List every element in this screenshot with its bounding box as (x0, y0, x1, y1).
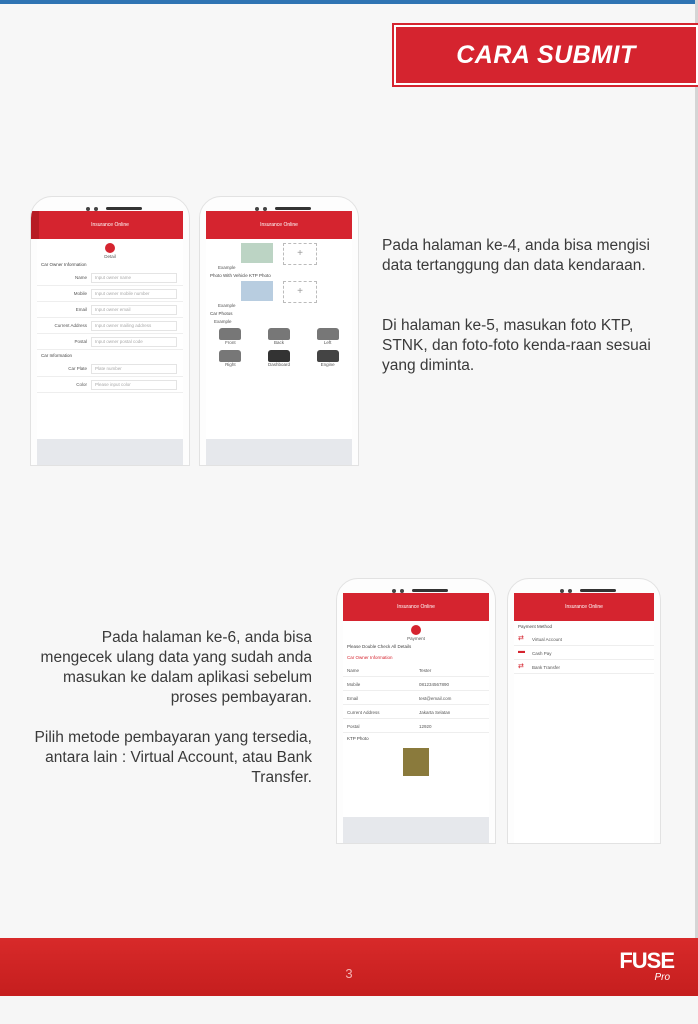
brand-logo: FUSE (619, 948, 674, 973)
table-row: Postal 12920 (343, 719, 489, 733)
bottom-bar (206, 439, 352, 465)
ktp-photo-thumb (403, 748, 429, 776)
phone-mockup-review (336, 578, 496, 844)
id-card-image (241, 281, 273, 301)
payment-option[interactable]: ▬ Cash Pay (514, 646, 654, 660)
phone-mockup-owner-form (30, 196, 190, 466)
photo-thumb[interactable]: Engine (303, 350, 352, 367)
instruction-page-5: Di halaman ke-5, masukan foto KTP, STNK, dan foto-foto kenda-raan sesuai yang diminta. (382, 317, 651, 374)
add-photo-icon[interactable]: + (283, 243, 317, 265)
phone-screen (206, 211, 352, 465)
photo-thumb[interactable]: Dashboard (255, 350, 304, 367)
phone-screen (514, 593, 654, 843)
text-input[interactable]: Input owner mailing address (91, 321, 177, 331)
photo-thumb[interactable]: Left (303, 328, 352, 345)
text-input[interactable]: Input owner mobile number (91, 289, 177, 299)
review-table (343, 663, 489, 733)
section-banner (394, 25, 698, 85)
instruction-page-6: Pada halaman ke-6, anda bisa mengecek ulang data yang sudah anda masukan ke dalam aplikasi sebelum proses pembayaran. (40, 629, 312, 706)
owner-section-label: Car Owner Information (347, 655, 393, 660)
car-photo-grid (206, 328, 352, 367)
form-row: Mobile Input owner mobile number (37, 286, 183, 302)
form-row: Name Input owner name (37, 270, 183, 286)
transfer-icon: ⇄ (518, 663, 524, 670)
form-row: Email Input owner email (37, 302, 183, 318)
page-number: 3 (345, 966, 353, 981)
form-row: Color Please input color (37, 377, 183, 393)
table-row: Mobile 081234567890 (343, 677, 489, 691)
check-label: Please Double Check All Details (347, 644, 412, 649)
step-label: Payment (407, 636, 425, 641)
app-header: Insurance Online (206, 211, 352, 239)
form-row: Current Address Input owner mailing address (37, 318, 183, 334)
bottom-bar (37, 439, 183, 465)
app-header: Insurance Online (514, 593, 654, 621)
cash-icon: ▬ (518, 648, 525, 655)
form-row: Postal Input owner postal code (37, 334, 183, 350)
owner-form (37, 270, 183, 350)
instruction-page-4: Pada halaman ke-4, anda bisa mengisi data tertanggung dan data kendaraan. (382, 237, 650, 274)
example-label: Example (218, 303, 236, 308)
payment-method-label: Payment Method (518, 624, 553, 629)
top-edge-line (0, 0, 698, 4)
text-input[interactable]: Please input color (91, 380, 177, 390)
form-row: Car Plate Plate number (37, 361, 183, 377)
app-header: Insurance Online (37, 211, 183, 239)
text-input[interactable]: Input owner name (91, 273, 177, 283)
step-icon (105, 243, 115, 253)
brand-logo-sub: Pro (654, 972, 670, 983)
table-row: Current Address Jakarta Selatan (343, 705, 489, 719)
example-label: Example (214, 319, 232, 324)
photo-thumb[interactable]: Back (255, 328, 304, 345)
payment-option[interactable]: ⇄ Bank Transfer (514, 660, 654, 674)
photo-thumb[interactable]: Front (206, 328, 255, 345)
add-photo-icon[interactable]: + (283, 281, 317, 303)
payment-option[interactable]: ⇄ Virtual Account (514, 632, 654, 646)
owner-section-label: Car Owner Information (41, 262, 87, 267)
car-section-label: Car Information (41, 353, 73, 358)
step-icon (411, 625, 421, 635)
payment-method-list (514, 632, 654, 674)
instruction-payment: Pilih metode pembayaran yang tersedia, antara lain : Virtual Account, atau Bank Transfer. (34, 729, 312, 786)
phone-mockup-photo-upload (199, 196, 359, 466)
stnk-upload-row (206, 243, 352, 265)
text-input[interactable]: Input owner email (91, 305, 177, 315)
bottom-bar (343, 817, 489, 843)
car-photos-label: Car Photos (210, 311, 233, 316)
table-row: Name Tester (343, 663, 489, 677)
section-title: CARA SUBMIT (456, 40, 636, 69)
phone-screen (37, 211, 183, 465)
photo-thumb[interactable]: Right (206, 350, 255, 367)
app-header: Insurance Online (343, 593, 489, 621)
phone-screen (343, 593, 489, 843)
id-card-image (241, 243, 273, 263)
table-row: Email test@email.com (343, 691, 489, 705)
text-input[interactable]: Input owner postal code (91, 337, 177, 347)
transfer-icon: ⇄ (518, 635, 524, 642)
ktp-upload-row (206, 281, 352, 303)
ktp-photo-label: KTP Photo (347, 736, 369, 741)
ktp-section-label: Photo With Vehicle KTP Photo (210, 273, 271, 278)
phone-mockup-payment-method (507, 578, 661, 844)
step-label: Detail (104, 254, 116, 259)
example-label: Example (218, 265, 236, 270)
page-bottom-margin (0, 996, 698, 1024)
text-input[interactable]: Plate number (91, 364, 177, 374)
